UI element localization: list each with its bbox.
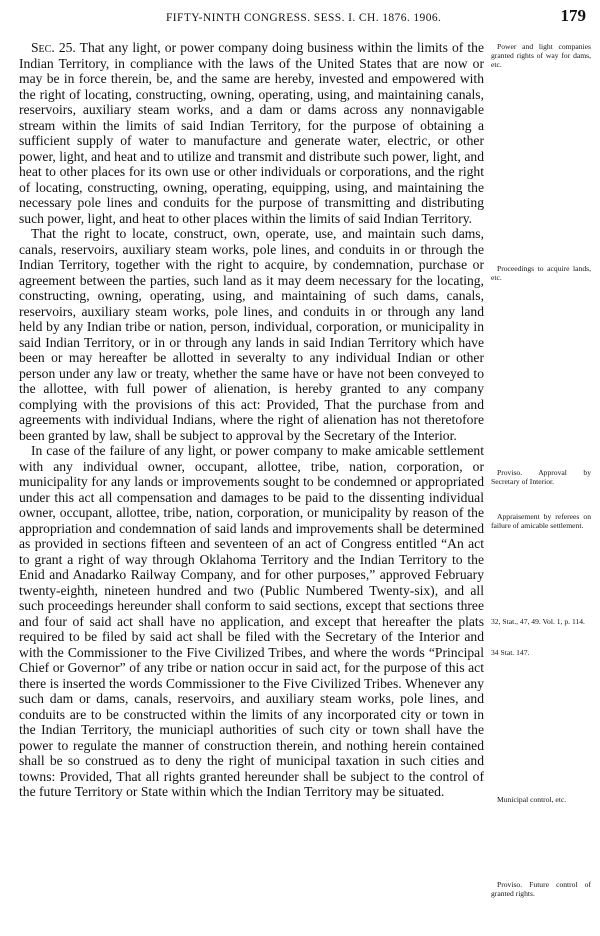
margin-note-proviso-future-control: Proviso. Future control of granted rights. (491, 880, 591, 898)
margin-note-stat-ref: 32, Stat., 47, 49. Vol. 1, p. 114. (491, 617, 585, 626)
margin-note-proviso-approval: Proviso. Approval by Secretary of Interior. (491, 468, 591, 486)
margin-note-acquire-lands: Proceedings to acquire lands, etc. (491, 264, 591, 282)
body-text (19, 40, 484, 800)
margin-note-appraisement: Appraisement by referees on failure of amicable settlement. (491, 512, 591, 530)
page-number: 179 (560, 6, 586, 25)
margin-note-rights-of-way: Power and light companies granted rights of way for dams, etc. (491, 42, 591, 69)
paragraph-failure-of-settlement: In case of the failure of any light, or power company to make amicable settlement with any individual owner, occupant, allottee, tribe, nation, corporation, or municipality for any lands or improvements sought to be condemned or appropriated under this act all compensation and damages to be paid to the dissenting individual owner, occupant, allottee, tribe, nation, corporation, or municipality by reason of the appropriation and condemnation of said lands and improvements shall be determined as provided in sections fifteen and seventeen of an act of Congress entitled “An act to grant a right of way through Oklahoma Territory and the Indian Territory to the Enid and Anadarko Railway Company, and for other purposes,” approved February twenty-eighth, nineteen hundred and two (Public Numbered Twenty-six), and all such proceedings hereunder shall conform to said sections, except that sections three and four of said act shall have no application, and except that hereafter the plats required to be filed by said act shall be filed with the Secretary of the Interior and with the Commissioner to the Five Civilized Tribes, and where the words “Principal Chief or Governor” of any tribe or nation occur in said act, for the purpose of this act there is inserted the words Commissioner to the Five Civilized Tribes. Whenever any such dam or dams, canals, reservoirs, and auxiliary steam works, pole lines, and conduits are to be constructed within the limits of any incorporated city or town in the Indian Territory, the municiapl authorities of such city or town shall have the power to regulate the manner of construction therein, and nothing herein contained shall be so construed as to deny the right of municipal taxation in such cities and towns: Provided, That all rights granted hereunder shall be subject to the control of the future Territory or State within which the Indian Territory may be situated. (19, 443, 484, 799)
paragraph-text: That any light, or power company doing business within the limits of the Indian Territory, in compliance with the laws of the United States that are now or may be in force therein, be, and the same are hereby, invested and empowered with the right of locating, constructing, owning, operating, using, and maintaining canals, reservoirs, auxiliary steam works, and a dam or dams across any nonnavigable stream within the limits of said Indian Territory, for the purpose of obtaining a sufficient supply of water to manufacture and generate water, electric, or other power, light, and heat and to utilize and transmit and distribute such power, light, and heat to other places for its own use or other individuals or corporations, and the right of locating, constructing, owning, operating, equipping, using, and maintaining the necessary pole lines and conduits for the purpose of transmitting and distributing such power, light, and heat to other places within the limits of said Indian Territory. (19, 40, 484, 226)
section-label: Sec. 25. (31, 40, 76, 55)
running-title: FIFTY-NINTH CONGRESS. SESS. I. CH. 1876. 1906. (166, 12, 442, 24)
paragraph-section-25 (19, 40, 484, 226)
margin-note-stat-147: 34 Stat. 147. (491, 648, 530, 657)
margin-note-municipal-control: Municipal control, etc. (497, 795, 567, 804)
paragraph-right-to-acquire: That the right to locate, construct, own, operate, use, and maintain such dams, canals, reservoirs, auxiliary steam works, pole lines, and conduits in or through the Indian Territory, together with the right to acquire, by condemnation, purchase or agreement between the parties, such land as it may deem necessary for the locating, constructing, owning, operating, using, and maintaining of such dams, canals, reservoirs, auxiliary steam works, pole lines, and conduits in or through any land held by any Indian tribe or nation, person, individual, corporation, or municipality in said Indian Territory, or in or through any lands in said Indian Territory which have been or may hereafter be allotted in severalty to any individual Indian or other person under any law or treaty, whether the same have or have not been conveyed to the allottee, with full power of alienation, is hereby granted to any company complying with the provisions of this act: Provided, That the purchase from and agreements with individual Indians, where the right of alienation has not theretofore been granted by law, shall be subject to approval by the Secretary of the Interior. (19, 226, 484, 443)
running-header (0, 6, 600, 30)
